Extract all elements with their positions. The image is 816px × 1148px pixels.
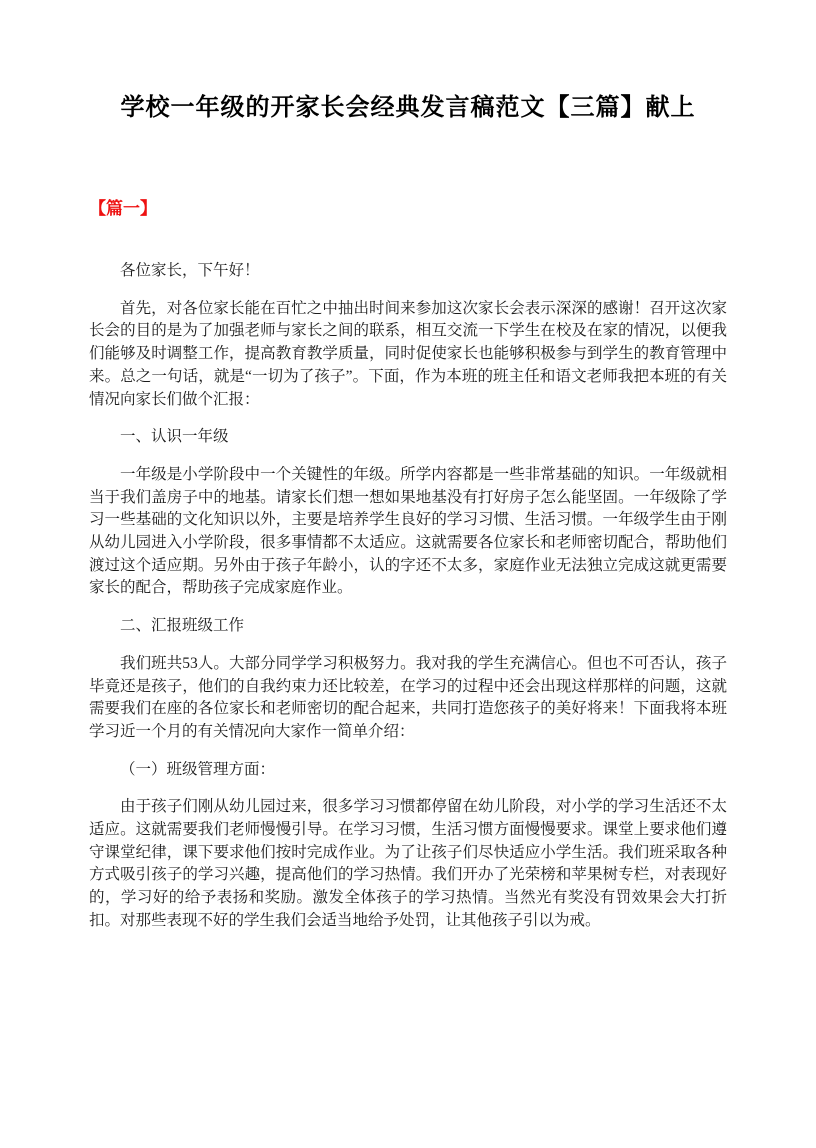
paragraph: 由于孩子们刚从幼儿园过来，很多学习习惯都停留在幼儿阶段，对小学的学习生活还不太适应。这就需要我们老师慢慢引导。在学习习惯，生活习惯方面慢慢要求。课堂上要求他们遵守课堂纪律，课下要求他们按时完成作业。为了让孩子们尽快适应小学生活。我们班采取各种方式吸引孩子的学习兴趣，提高他们的学习热情。我们开办了光荣榜和苹果树专栏，对表现好的，学习好的给予表扬和奖励。激发全体孩子的学习热情。当然光有奖没有罚效果会大打折扣。对那些表现不好的学生我们会适当地给予处罚，让其他孩子引以为戒。 — [89, 798, 727, 929]
paragraph: 一、认识一年级 — [120, 428, 229, 446]
paragraph: 我们班共53人。大部分同学学习积极努力。我对我的学生充满信心。但也不可否认，孩子毕竟还是孩子，他们的自我约束力还比较差，在学习的过程中还会出现这样那样的问题，这就需要我们在座的各位家长和老师密切的配合起来，共同打造您孩子的美好将来！下面我将本班学习近一个月的有关情况向大家作一简单介绍： — [89, 654, 727, 740]
part-one-label: 【篇一】 — [89, 199, 157, 218]
document-page — [0, 92, 816, 1148]
paragraph: 各位家长，下午好！ — [120, 262, 260, 279]
paragraph: 二、汇报班级工作 — [120, 617, 245, 635]
paragraph: （一）班级管理方面： — [120, 760, 276, 778]
paragraph: 首先，对各位家长能在百忙之中抽出时间来参加这次家长会表示深深的感谢！召开这次家长会的目的是为了加强老师与家长之间的联系，相互交流一下学生在校及在家的情况，以便我们能够及时调整工作，提高教育教学质量，同时促使家长也能够积极参与到学生的教育管理中来。总之一句话，就是“一切为了孩子”。下面，作为本班的班主任和语文老师我把本班的有关情况向家长们做个汇报： — [89, 299, 727, 408]
document-title: 学校一年级的开家长会经典发言稿范文【三篇】献上 — [120, 94, 696, 121]
document-body — [89, 260, 727, 933]
paragraph: 一年级是小学阶段中一个关键性的年级。所学内容都是一些非常基础的知识。一年级就相当于我们盖房子中的地基。请家长们想一想如果地基没有打好房子怎么能坚固。一年级除了学习一些基础的文化知识以外，主要是培养学生良好的学习习惯、生活习惯。一年级学生由于刚从幼儿园进入小学阶段，很多事情都不太适应。这就需要各位家长和老师密切配合，帮助他们渡过这个适应期。另外由于孩子年龄小，认的字还不太多，家庭作业无法独立完成这就更需要家长的配合，帮助孩子完成家庭作业。 — [89, 465, 727, 597]
